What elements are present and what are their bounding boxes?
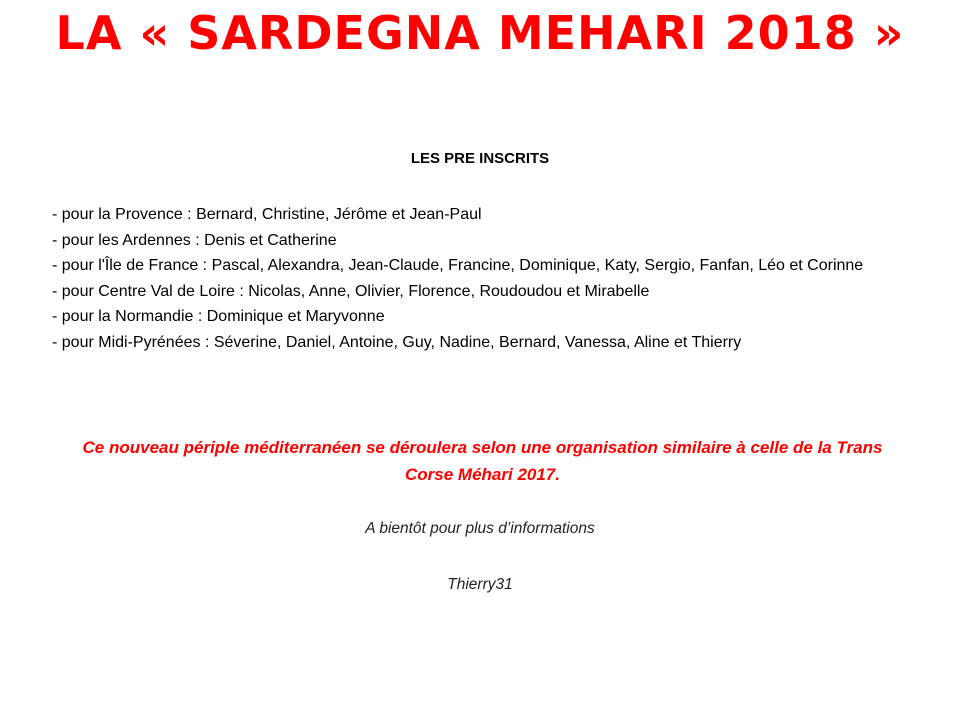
closing-text: A bientôt pour plus d’informations	[365, 520, 595, 537]
list-item: - pour Centre Val de Loire : Nicolas, Anne, Olivier, Florence, Roudoudou et Mirabelle	[52, 282, 650, 300]
slide-title: LA « SARDEGNA MEHARI 2018 »	[55, 6, 905, 60]
list-item: - pour la Normandie : Dominique et Maryvonne	[52, 308, 385, 325]
list-item: - pour la Provence : Bernard, Christine, Jérôme et Jean-Paul	[52, 206, 482, 223]
registrations-heading: LES PRE INSCRITS	[410, 150, 550, 167]
announcement-text: Ce nouveau périple méditerranéen se déroulera selon une organisation similaire à celle de la Trans Corse Méhari 2017.	[82, 438, 883, 484]
list-item: - pour les Ardennes : Denis et Catherine	[52, 231, 337, 249]
list-item: - pour l'Île de France : Pascal, Alexandra, Jean-Claude, Francine, Dominique, Katy, Sergio, Fanfan, Léo et Corinne	[52, 257, 864, 274]
signature: Thierry31	[447, 576, 513, 593]
list-item: - pour Midi-Pyrénées : Séverine, Daniel, Antoine, Guy, Nadine, Bernard, Vanessa, Aline et Thierry	[52, 333, 742, 351]
registrations-list	[52, 202, 922, 355]
